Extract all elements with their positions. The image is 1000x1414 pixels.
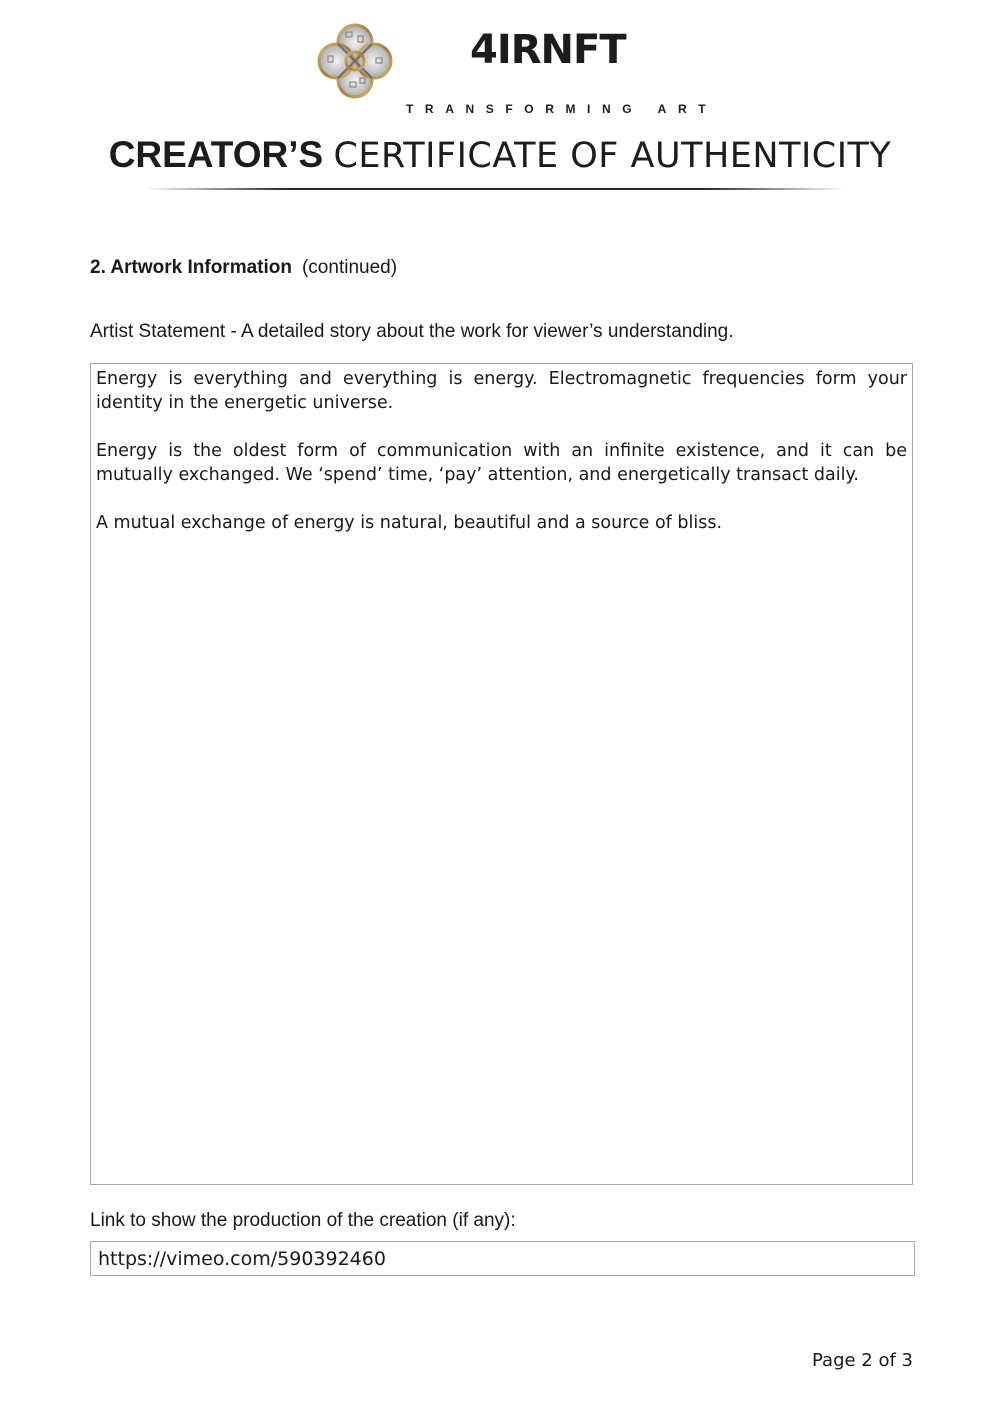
- certificate-title-bold: CREATOR’S: [108, 134, 324, 175]
- section-title: 2. Artwork Information: [90, 257, 292, 278]
- statement-paragraph-3: A mutual exchange of energy is natural, beautiful and a source of bliss.: [96, 513, 723, 533]
- statement-paragraph-2: Energy is the oldest form of communication with an infinite existence, and it can be mutually exchanged. We ‘spend’ time, ‘pay’ attention, and energetically transact daily.: [96, 441, 907, 485]
- certificate-title-light: CERTIFICATE OF AUTHENTICITY: [333, 136, 892, 176]
- production-link-value: https://vimeo.com/590392460: [98, 1248, 386, 1270]
- brand-name: 4IRNFT: [470, 27, 626, 73]
- statement-paragraph-1: Energy is everything and everything is energy. Electromagnetic frequencies form your identity in the energetic universe.: [96, 369, 907, 413]
- brand-header: [316, 22, 718, 116]
- page-number: Page 2 of 3: [812, 1350, 913, 1371]
- artist-statement-field[interactable]: [90, 363, 913, 1185]
- section-heading: [90, 257, 397, 279]
- certificate-title: [0, 136, 1000, 174]
- title-divider: [145, 188, 845, 190]
- production-link-field[interactable]: [90, 1241, 915, 1276]
- brand-tagline: TRANSFORMING ART: [406, 102, 718, 116]
- production-link-label: Link to show the production of the creation (if any):: [90, 1210, 516, 1231]
- section-note: (continued): [301, 257, 398, 278]
- artist-statement-label: Artist Statement - A detailed story about the work for viewer’s understanding.: [90, 321, 734, 342]
- infinity-knot-logo-icon: [316, 22, 394, 100]
